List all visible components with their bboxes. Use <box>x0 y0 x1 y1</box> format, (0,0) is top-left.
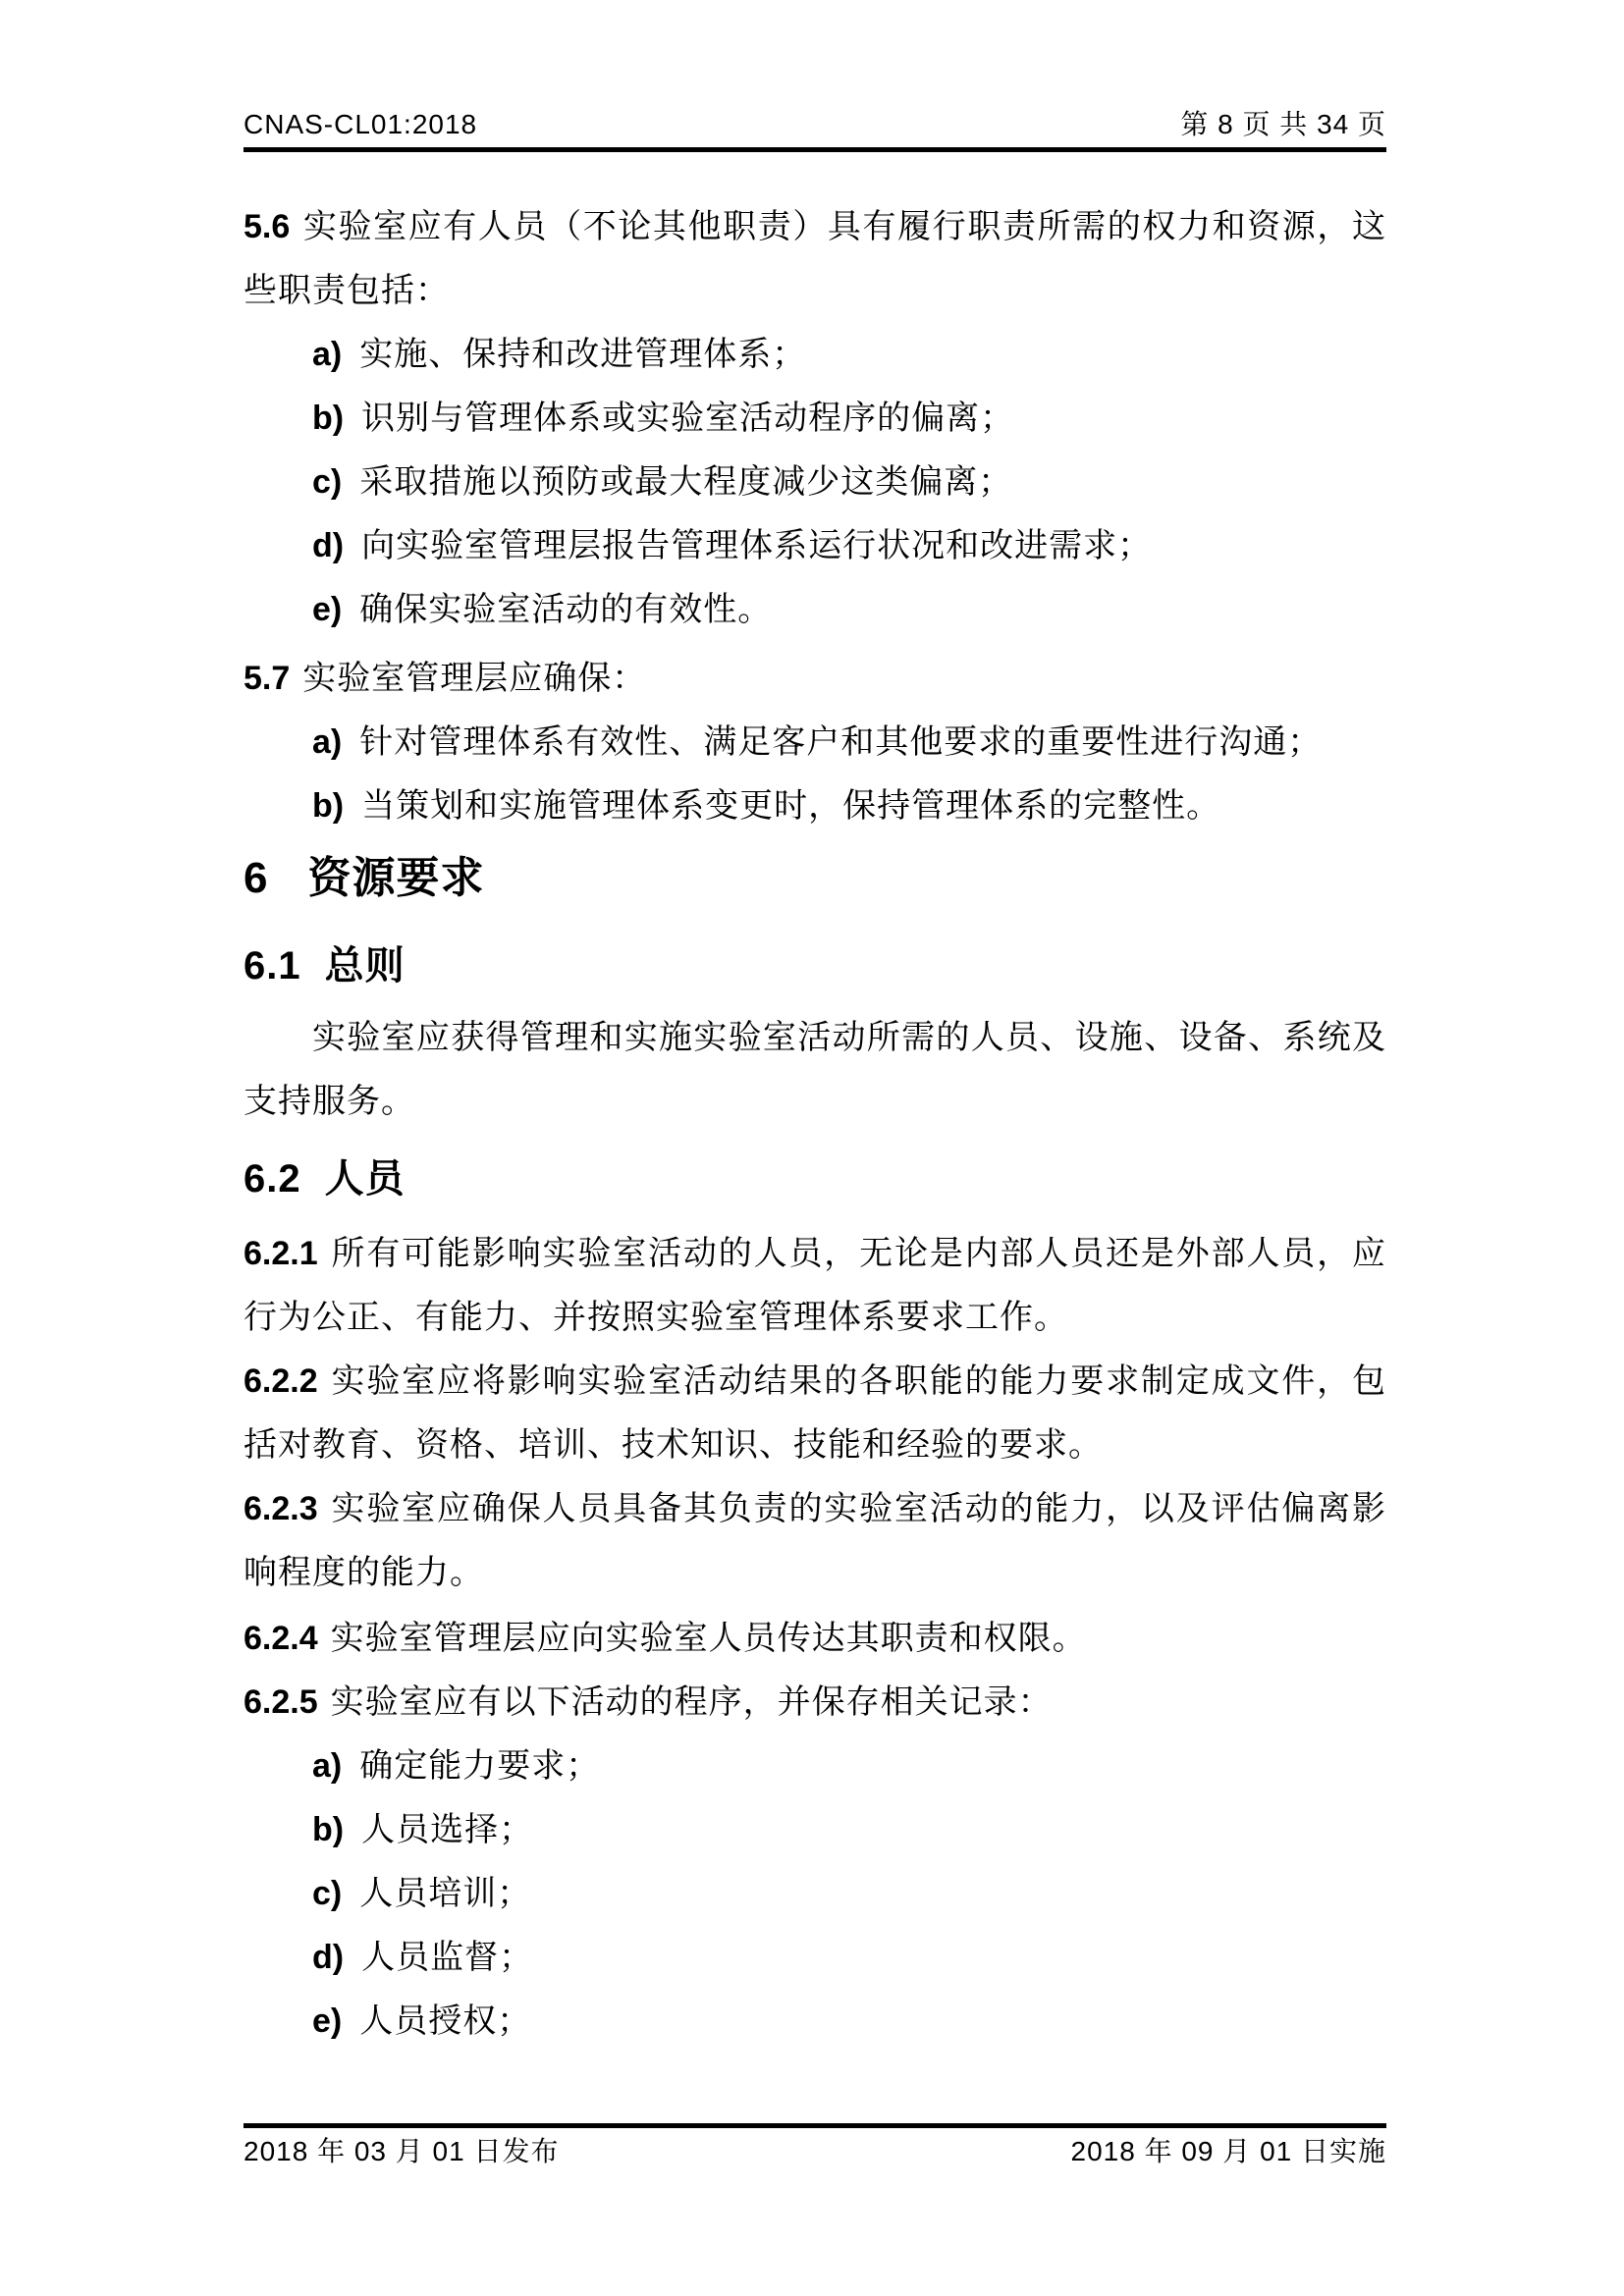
section-6-1-title: 总则 <box>324 944 406 988</box>
footer-rule <box>244 2123 1386 2128</box>
list-item-text: 人员培训； <box>359 1876 532 1912</box>
clause-6-2-5-list <box>244 1735 1386 2054</box>
list-item-text: 人员监督； <box>361 1940 534 1976</box>
list-marker: e) <box>312 591 343 628</box>
list-item <box>312 387 1386 451</box>
clause-5-6-number: 5.6 <box>244 208 291 245</box>
clause-6-2-2-number: 6.2.2 <box>244 1362 318 1400</box>
paragraph-6-1 <box>244 1006 1386 1134</box>
list-marker: c) <box>312 463 343 501</box>
list-item <box>312 1926 1386 1990</box>
clause-6-2-2 <box>244 1350 1386 1477</box>
clause-5-6-text: 实验室应有人员（不论其他职责）具有履行职责所需的权力和资源，这些职责包括： <box>244 209 1386 309</box>
list-marker: a) <box>312 723 343 761</box>
clause-5-7 <box>244 647 1386 711</box>
document-body <box>244 195 1386 2054</box>
clause-6-2-5-text: 实验室应有以下活动的程序，并保存相关记录： <box>330 1684 1053 1721</box>
list-marker: e) <box>312 2002 343 2040</box>
header-rule <box>244 147 1386 152</box>
list-item <box>312 323 1386 387</box>
clause-6-2-1-text: 所有可能影响实验室活动的人员，无论是内部人员还是外部人员，应行为公正、有能力、并按照实验室管理体系要求工作。 <box>244 1236 1386 1336</box>
section-6-1-number: 6.1 <box>244 944 301 988</box>
section-heading-6-2 <box>244 1148 1386 1211</box>
clause-6-2-5-number: 6.2.5 <box>244 1683 318 1721</box>
list-item <box>312 1798 1386 1862</box>
header-page-number: 第 8 页 共 34 页 <box>1180 109 1386 139</box>
list-marker: d) <box>312 527 345 564</box>
section-6-title: 资源要求 <box>307 854 485 902</box>
clause-6-2-4-text: 实验室管理层应向实验室人员传达其职责和权限。 <box>330 1621 1087 1657</box>
clause-6-2-4 <box>244 1607 1386 1671</box>
footer-implementation-date: 2018 年 09 月 01 日实施 <box>1070 2136 1386 2166</box>
list-item-text: 确保实验室活动的有效性。 <box>359 592 773 628</box>
footer-issue-date: 2018 年 03 月 01 日发布 <box>244 2136 560 2166</box>
clause-6-2-1 <box>244 1222 1386 1350</box>
list-item-text: 人员授权； <box>359 2003 532 2040</box>
section-6-2-number: 6.2 <box>244 1157 301 1201</box>
list-marker: d) <box>312 1939 345 1976</box>
list-item <box>312 514 1386 578</box>
list-item <box>312 578 1386 642</box>
list-item-text: 向实验室管理层报告管理体系运行状况和改进需求； <box>361 528 1153 564</box>
clause-6-2-1-number: 6.2.1 <box>244 1235 318 1272</box>
clause-6-2-3 <box>244 1477 1386 1605</box>
header-doc-code: CNAS-CL01:2018 <box>244 109 478 139</box>
paragraph-6-1-text: 实验室应获得管理和实施实验室活动所需的人员、设施、设备、系统及支持服务。 <box>244 1020 1386 1120</box>
clause-6-2-3-text: 实验室应确保人员具备其负责的实验室活动的能力，以及评估偏离影响程度的能力。 <box>244 1491 1386 1591</box>
footer-dates <box>244 2135 1386 2168</box>
clause-5-6 <box>244 195 1386 323</box>
clause-5-7-list <box>244 711 1386 838</box>
section-heading-6-1 <box>244 934 1386 998</box>
section-6-2-title: 人员 <box>324 1157 406 1201</box>
list-item-text: 识别与管理体系或实验室活动程序的偏离； <box>361 400 1015 437</box>
list-item <box>312 1735 1386 1798</box>
clause-6-2-5 <box>244 1671 1386 1735</box>
list-item-text: 确定能力要求； <box>359 1748 601 1785</box>
list-item-text: 实施、保持和改进管理体系； <box>359 337 807 373</box>
clause-5-7-number: 5.7 <box>244 660 291 697</box>
clause-6-2-3-number: 6.2.3 <box>244 1490 318 1527</box>
list-item <box>312 774 1386 838</box>
list-item-text: 采取措施以预防或最大程度减少这类偏离； <box>359 464 1013 501</box>
section-6-number: 6 <box>244 854 269 902</box>
clause-6-2-2-text: 实验室应将影响实验室活动结果的各职能的能力要求制定成文件，包括对教育、资格、培训、技术知识、技能和经验的要求。 <box>244 1363 1386 1464</box>
list-marker: a) <box>312 1747 343 1785</box>
page-footer <box>244 2123 1386 2168</box>
list-item <box>312 711 1386 774</box>
list-item-text: 针对管理体系有效性、满足客户和其他要求的重要性进行沟通； <box>359 724 1323 761</box>
list-item-text: 人员选择； <box>361 1812 534 1848</box>
list-item <box>312 1990 1386 2054</box>
list-marker: b) <box>312 400 345 437</box>
list-marker: c) <box>312 1875 343 1912</box>
list-marker: a) <box>312 336 343 373</box>
list-item <box>312 451 1386 514</box>
list-marker: b) <box>312 1811 345 1848</box>
list-item <box>312 1862 1386 1926</box>
clause-5-7-text: 实验室管理层应确保： <box>302 661 647 697</box>
list-item-text: 当策划和实施管理体系变更时，保持管理体系的完整性。 <box>361 788 1221 825</box>
clause-5-6-list <box>244 323 1386 642</box>
clause-6-2-4-number: 6.2.4 <box>244 1620 318 1657</box>
section-heading-6 <box>244 846 1386 910</box>
list-marker: b) <box>312 787 345 825</box>
page-header <box>244 108 1386 141</box>
